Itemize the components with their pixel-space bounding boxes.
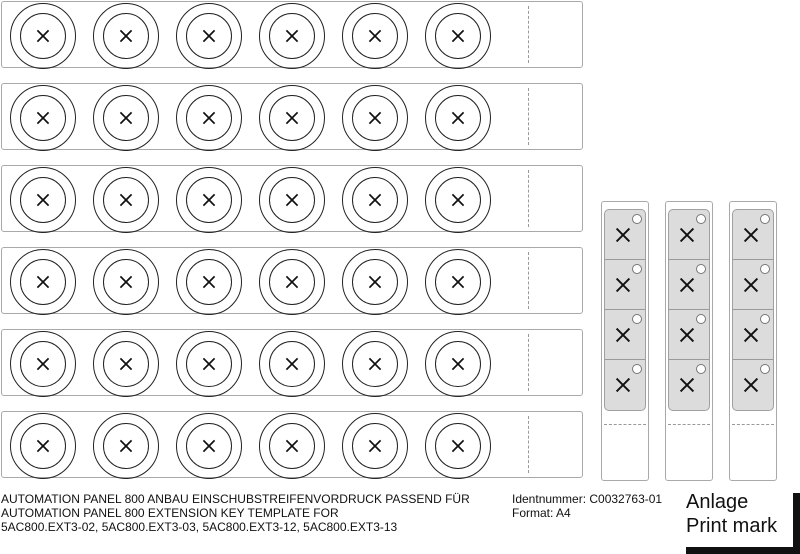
vertical-key-block <box>668 209 710 411</box>
key-strip-2 <box>1 83 583 150</box>
key-button-outline <box>425 331 491 397</box>
key-button-outline <box>259 413 325 479</box>
key-button-inner-ring <box>269 177 315 223</box>
key-button-inner-ring <box>103 259 149 305</box>
led-dot-icon <box>632 314 642 324</box>
key-button-outline <box>176 167 242 233</box>
x-mark-icon <box>368 193 382 207</box>
key-button-inner-ring <box>20 13 66 59</box>
print-mark-label <box>686 490 777 538</box>
key-button-inner-ring <box>352 423 398 469</box>
x-mark-icon <box>36 357 50 371</box>
key-button-inner-ring <box>186 259 232 305</box>
key-button-inner-ring <box>269 259 315 305</box>
key-button-inner-ring <box>103 95 149 141</box>
x-mark-icon <box>119 29 133 43</box>
x-mark-icon <box>36 111 50 125</box>
led-dot-icon <box>696 264 706 274</box>
key-button-outline <box>342 249 408 315</box>
cut-line <box>668 424 710 425</box>
vertical-key <box>605 210 645 260</box>
key-button-inner-ring <box>20 423 66 469</box>
x-mark-icon <box>202 275 216 289</box>
x-mark-icon <box>285 193 299 207</box>
x-mark-icon <box>285 439 299 453</box>
key-button-outline <box>10 331 76 397</box>
key-button-outline <box>342 167 408 233</box>
x-mark-icon <box>36 193 50 207</box>
key-button-outline <box>342 413 408 479</box>
x-mark-icon <box>743 327 759 343</box>
x-mark-icon <box>119 111 133 125</box>
x-mark-icon <box>743 277 759 293</box>
key-button-outline <box>10 167 76 233</box>
x-mark-icon <box>451 357 465 371</box>
vertical-key <box>733 260 773 310</box>
key-button-outline <box>10 3 76 69</box>
key-button-outline <box>93 3 159 69</box>
x-mark-icon <box>743 377 759 393</box>
cut-line <box>732 424 774 425</box>
key-strip-4 <box>1 247 583 314</box>
key-button-inner-ring <box>20 95 66 141</box>
vertical-key <box>733 210 773 260</box>
vertical-strip-3 <box>729 201 777 481</box>
x-mark-icon <box>368 111 382 125</box>
key-button-outline <box>259 249 325 315</box>
key-button-outline <box>93 167 159 233</box>
key-button-outline <box>425 167 491 233</box>
x-mark-icon <box>119 357 133 371</box>
x-mark-icon <box>679 327 695 343</box>
x-mark-icon <box>679 277 695 293</box>
x-mark-icon <box>119 193 133 207</box>
x-mark-icon <box>368 439 382 453</box>
key-button-inner-ring <box>352 341 398 387</box>
print-mark-corner-horizontal <box>686 547 800 554</box>
key-button-outline <box>176 331 242 397</box>
cut-line <box>528 252 529 309</box>
vertical-key <box>605 360 645 410</box>
x-mark-icon <box>36 439 50 453</box>
key-button-inner-ring <box>103 423 149 469</box>
x-mark-icon <box>285 275 299 289</box>
key-button-inner-ring <box>20 259 66 305</box>
led-dot-icon <box>696 214 706 224</box>
x-mark-icon <box>451 29 465 43</box>
key-button-outline <box>342 85 408 151</box>
vertical-strip-1 <box>601 201 649 481</box>
key-button-outline <box>93 85 159 151</box>
led-dot-icon <box>760 364 770 374</box>
key-button-inner-ring <box>435 341 481 387</box>
key-button-outline <box>10 249 76 315</box>
key-button-outline <box>425 413 491 479</box>
x-mark-icon <box>368 29 382 43</box>
key-strip-6 <box>1 411 583 478</box>
key-button-outline <box>93 413 159 479</box>
x-mark-icon <box>451 111 465 125</box>
cut-line <box>528 416 529 473</box>
key-button-outline <box>93 249 159 315</box>
key-strip-1 <box>1 1 583 68</box>
led-dot-icon <box>696 314 706 324</box>
vertical-key <box>669 310 709 360</box>
title-line-english: AUTOMATION PANEL 800 EXTENSION KEY TEMPLATE FOR <box>1 506 339 520</box>
x-mark-icon <box>451 193 465 207</box>
key-button-inner-ring <box>103 13 149 59</box>
x-mark-icon <box>202 193 216 207</box>
led-dot-icon <box>760 314 770 324</box>
vertical-key-block <box>732 209 774 411</box>
paper-format: Format: A4 <box>512 506 571 520</box>
key-button-inner-ring <box>103 341 149 387</box>
key-button-outline <box>259 167 325 233</box>
key-button-inner-ring <box>435 95 481 141</box>
x-mark-icon <box>615 227 631 243</box>
key-strip-5 <box>1 329 583 396</box>
key-button-inner-ring <box>20 177 66 223</box>
x-mark-icon <box>615 277 631 293</box>
key-button-outline <box>425 85 491 151</box>
title-line-german: AUTOMATION PANEL 800 ANBAU EINSCHUBSTREIFENVORDRUCK PASSEND FÜR <box>1 492 470 506</box>
key-button-inner-ring <box>435 423 481 469</box>
x-mark-icon <box>451 439 465 453</box>
x-mark-icon <box>119 439 133 453</box>
vertical-strip-2 <box>665 201 713 481</box>
cut-line <box>528 170 529 227</box>
vertical-key <box>733 360 773 410</box>
x-mark-icon <box>368 357 382 371</box>
key-button-inner-ring <box>186 177 232 223</box>
key-button-inner-ring <box>269 95 315 141</box>
key-button-inner-ring <box>352 95 398 141</box>
x-mark-icon <box>679 377 695 393</box>
key-button-inner-ring <box>186 95 232 141</box>
key-button-outline <box>176 85 242 151</box>
x-mark-icon <box>615 327 631 343</box>
key-button-inner-ring <box>435 259 481 305</box>
key-button-outline <box>176 249 242 315</box>
x-mark-icon <box>679 227 695 243</box>
x-mark-icon <box>202 29 216 43</box>
title-line-models: 5AC800.EXT3-02, 5AC800.EXT3-03, 5AC800.EXT3-12, 5AC800.EXT3-13 <box>1 520 398 534</box>
key-button-inner-ring <box>352 177 398 223</box>
key-button-outline <box>259 85 325 151</box>
vertical-key <box>669 360 709 410</box>
key-button-outline <box>259 331 325 397</box>
key-button-inner-ring <box>20 341 66 387</box>
key-button-inner-ring <box>352 13 398 59</box>
key-button-outline <box>259 3 325 69</box>
document-title <box>1 492 506 534</box>
led-dot-icon <box>760 214 770 224</box>
label-anlage: Anlage <box>686 491 749 513</box>
cut-line <box>604 424 646 425</box>
x-mark-icon <box>202 111 216 125</box>
key-button-outline <box>342 3 408 69</box>
key-strip-3 <box>1 165 583 232</box>
vertical-key <box>669 210 709 260</box>
vertical-key-block <box>604 209 646 411</box>
key-button-inner-ring <box>435 13 481 59</box>
key-button-inner-ring <box>352 259 398 305</box>
x-mark-icon <box>285 29 299 43</box>
key-button-inner-ring <box>186 341 232 387</box>
key-button-outline <box>10 413 76 479</box>
x-mark-icon <box>368 275 382 289</box>
led-dot-icon <box>632 214 642 224</box>
vertical-key <box>605 260 645 310</box>
led-dot-icon <box>760 264 770 274</box>
key-button-outline <box>342 331 408 397</box>
key-button-inner-ring <box>269 341 315 387</box>
key-button-inner-ring <box>186 13 232 59</box>
key-button-inner-ring <box>269 423 315 469</box>
key-button-outline <box>176 3 242 69</box>
key-button-inner-ring <box>269 13 315 59</box>
cut-line <box>528 334 529 391</box>
x-mark-icon <box>285 357 299 371</box>
x-mark-icon <box>285 111 299 125</box>
led-dot-icon <box>632 264 642 274</box>
x-mark-icon <box>119 275 133 289</box>
led-dot-icon <box>696 364 706 374</box>
x-mark-icon <box>743 227 759 243</box>
key-button-inner-ring <box>103 177 149 223</box>
key-button-inner-ring <box>435 177 481 223</box>
key-button-outline <box>10 85 76 151</box>
key-button-outline <box>425 249 491 315</box>
cut-line <box>528 6 529 63</box>
key-button-outline <box>176 413 242 479</box>
label-print-mark: Print mark <box>686 515 778 537</box>
vertical-key <box>733 310 773 360</box>
x-mark-icon <box>202 439 216 453</box>
print-mark-corner-vertical <box>793 493 800 554</box>
x-mark-icon <box>36 275 50 289</box>
x-mark-icon <box>451 275 465 289</box>
led-dot-icon <box>632 364 642 374</box>
key-button-outline <box>425 3 491 69</box>
x-mark-icon <box>615 377 631 393</box>
vertical-key <box>605 310 645 360</box>
ident-number: Identnummer: C0032763-01 <box>512 492 663 506</box>
key-button-outline <box>93 331 159 397</box>
x-mark-icon <box>36 29 50 43</box>
cut-line <box>528 88 529 145</box>
ident-block <box>512 492 662 520</box>
vertical-key <box>669 260 709 310</box>
x-mark-icon <box>202 357 216 371</box>
key-button-inner-ring <box>186 423 232 469</box>
